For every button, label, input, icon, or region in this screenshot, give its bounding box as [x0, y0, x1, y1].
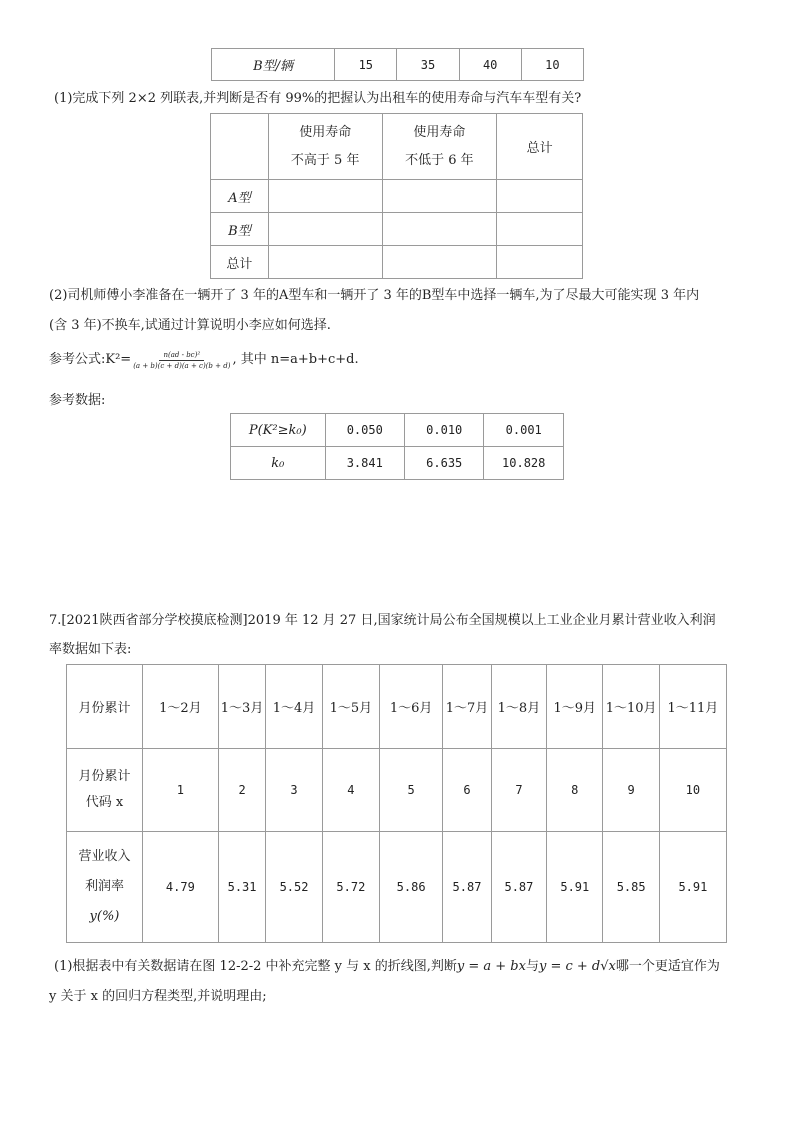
top-table [211, 48, 584, 81]
reference-formula [49, 347, 359, 373]
contingency-header [268, 114, 382, 180]
data-row-label [67, 832, 143, 943]
data-row-label-line: 利润率 [84, 879, 124, 894]
contingency-row-label: A型 [211, 180, 269, 213]
month-cell: 1～8月 [491, 665, 546, 749]
code-cell: 4 [322, 749, 379, 832]
rate-cell: 4.79 [142, 832, 218, 943]
month-cell: 1～10月 [603, 665, 659, 749]
contingency-table [210, 113, 583, 279]
top-table-cell: 40 [459, 49, 521, 81]
contingency-empty-cell [382, 180, 497, 213]
contingency-empty-cell [497, 180, 583, 213]
contingency-header-line: 不低于 6 年 [405, 152, 474, 168]
contingency-empty-cell [268, 180, 382, 213]
top-table-row-label: B型/辆 [212, 49, 335, 81]
question-7-1-line-1 [54, 959, 720, 975]
month-cell: 1～5月 [322, 665, 379, 749]
code-cell: 9 [603, 749, 659, 832]
data-row-label [67, 749, 143, 832]
reference-cell: 0.001 [484, 414, 564, 447]
month-cell: 1～9月 [547, 665, 603, 749]
data-row-label-line: 代码 x [85, 795, 124, 810]
formula-denominator: (a + b)(c + d)(a + c)(b + d) [133, 361, 231, 370]
month-cell: 1～7月 [443, 665, 492, 749]
code-cell: 2 [218, 749, 266, 832]
month-cell: 1～4月 [266, 665, 322, 749]
contingency-empty-cell [497, 246, 583, 279]
rate-cell: 5.31 [218, 832, 266, 943]
data-table [66, 664, 727, 943]
contingency-header-line: 使用寿命 [299, 124, 352, 140]
top-table-cell: 15 [335, 49, 397, 81]
question-7-1-text-b: 哪一个更适宜作为 [615, 959, 720, 974]
problem-7-line-2: 率数据如下表: [49, 642, 132, 657]
month-cell: 1～11月 [659, 665, 726, 749]
code-cell: 5 [380, 749, 443, 832]
formula-suffix: , 其中 n=a+b+c+d. [232, 352, 359, 367]
data-row-label-line: 营业收入 [78, 849, 131, 864]
code-cell: 7 [491, 749, 546, 832]
data-row-label: 月份累计 [67, 665, 143, 749]
rate-cell: 5.85 [603, 832, 659, 943]
contingency-row-label: B型 [211, 213, 269, 246]
code-cell: 8 [547, 749, 603, 832]
reference-data-label: 参考数据: [49, 393, 106, 408]
rate-cell: 5.87 [491, 832, 546, 943]
contingency-empty-cell [268, 246, 382, 279]
contingency-header-line: 使用寿命 [413, 124, 466, 140]
problem-7-line-1: 7.[2021陕西省部分学校摸底检测]2019 年 12 月 27 日,国家统计局公布全国规模以上工业企业月累计营业收入利润 [49, 613, 716, 628]
question-7-1-mid: 与 [525, 959, 539, 974]
formula-numerator: n(ad - bc)² [159, 350, 204, 361]
rate-cell: 5.91 [547, 832, 603, 943]
reference-cell: 3.841 [325, 447, 404, 480]
contingency-header-line: 不高于 5 年 [290, 152, 360, 168]
formula-fraction [133, 350, 230, 371]
contingency-header [497, 114, 583, 180]
top-table-cell: 10 [521, 49, 583, 81]
contingency-empty-cell [382, 246, 497, 279]
reference-cell: 6.635 [404, 447, 483, 480]
month-cell: 1～3月 [218, 665, 266, 749]
rate-cell: 5.87 [443, 832, 492, 943]
code-cell: 1 [142, 749, 218, 832]
reference-cell: 10.828 [484, 447, 564, 480]
code-cell: 6 [443, 749, 492, 832]
rate-cell: 5.72 [322, 832, 379, 943]
contingency-header-line: 总计 [526, 141, 553, 156]
data-row-label-line: 月份累计 [78, 769, 131, 784]
reference-table [230, 413, 564, 480]
question-7-1-text-a: (1)根据表中有关数据请在图 12-2-2 中补充完整 y 与 x 的折线图,判断 [54, 959, 457, 974]
data-row-label-line: y(%) [89, 909, 120, 924]
contingency-header [382, 114, 497, 180]
code-cell: 10 [659, 749, 726, 832]
question-2-line-1: (2)司机师傅小李准备在一辆开了 3 年的A型车和一辆开了 3 年的B型车中选择一辆车,为了尽最大可能实现 3 年内 [49, 288, 700, 303]
question-7-1-line-2: y 关于 x 的回归方程类型,并说明理由; [49, 989, 267, 1004]
contingency-empty-cell [268, 213, 382, 246]
contingency-row-label: 总计 [211, 246, 269, 279]
contingency-empty-cell [382, 213, 497, 246]
contingency-empty-cell [497, 213, 583, 246]
equation-linear: y = a + bx [456, 959, 526, 974]
rate-cell: 5.86 [380, 832, 443, 943]
rate-cell: 5.52 [266, 832, 322, 943]
top-table-cell: 35 [397, 49, 459, 81]
contingency-corner [211, 114, 269, 180]
reference-cell: 0.050 [325, 414, 404, 447]
equation-sqrt: y = c + d√x [538, 959, 616, 974]
month-cell: 1～2月 [142, 665, 218, 749]
month-cell: 1～6月 [380, 665, 443, 749]
reference-row-label: k₀ [231, 447, 326, 480]
rate-cell: 5.91 [659, 832, 726, 943]
code-cell: 3 [266, 749, 322, 832]
formula-prefix: 参考公式:K²= [49, 352, 132, 367]
reference-row-label: P(K²≥k₀) [231, 414, 326, 447]
question-1-text: (1)完成下列 2×2 列联表,并判断是否有 99%的把握认为出租车的使用寿命与汽车车型有关? [54, 91, 582, 106]
question-2-line-2: (含 3 年)不换车,试通过计算说明小李应如何选择. [49, 318, 331, 333]
reference-cell: 0.010 [404, 414, 483, 447]
